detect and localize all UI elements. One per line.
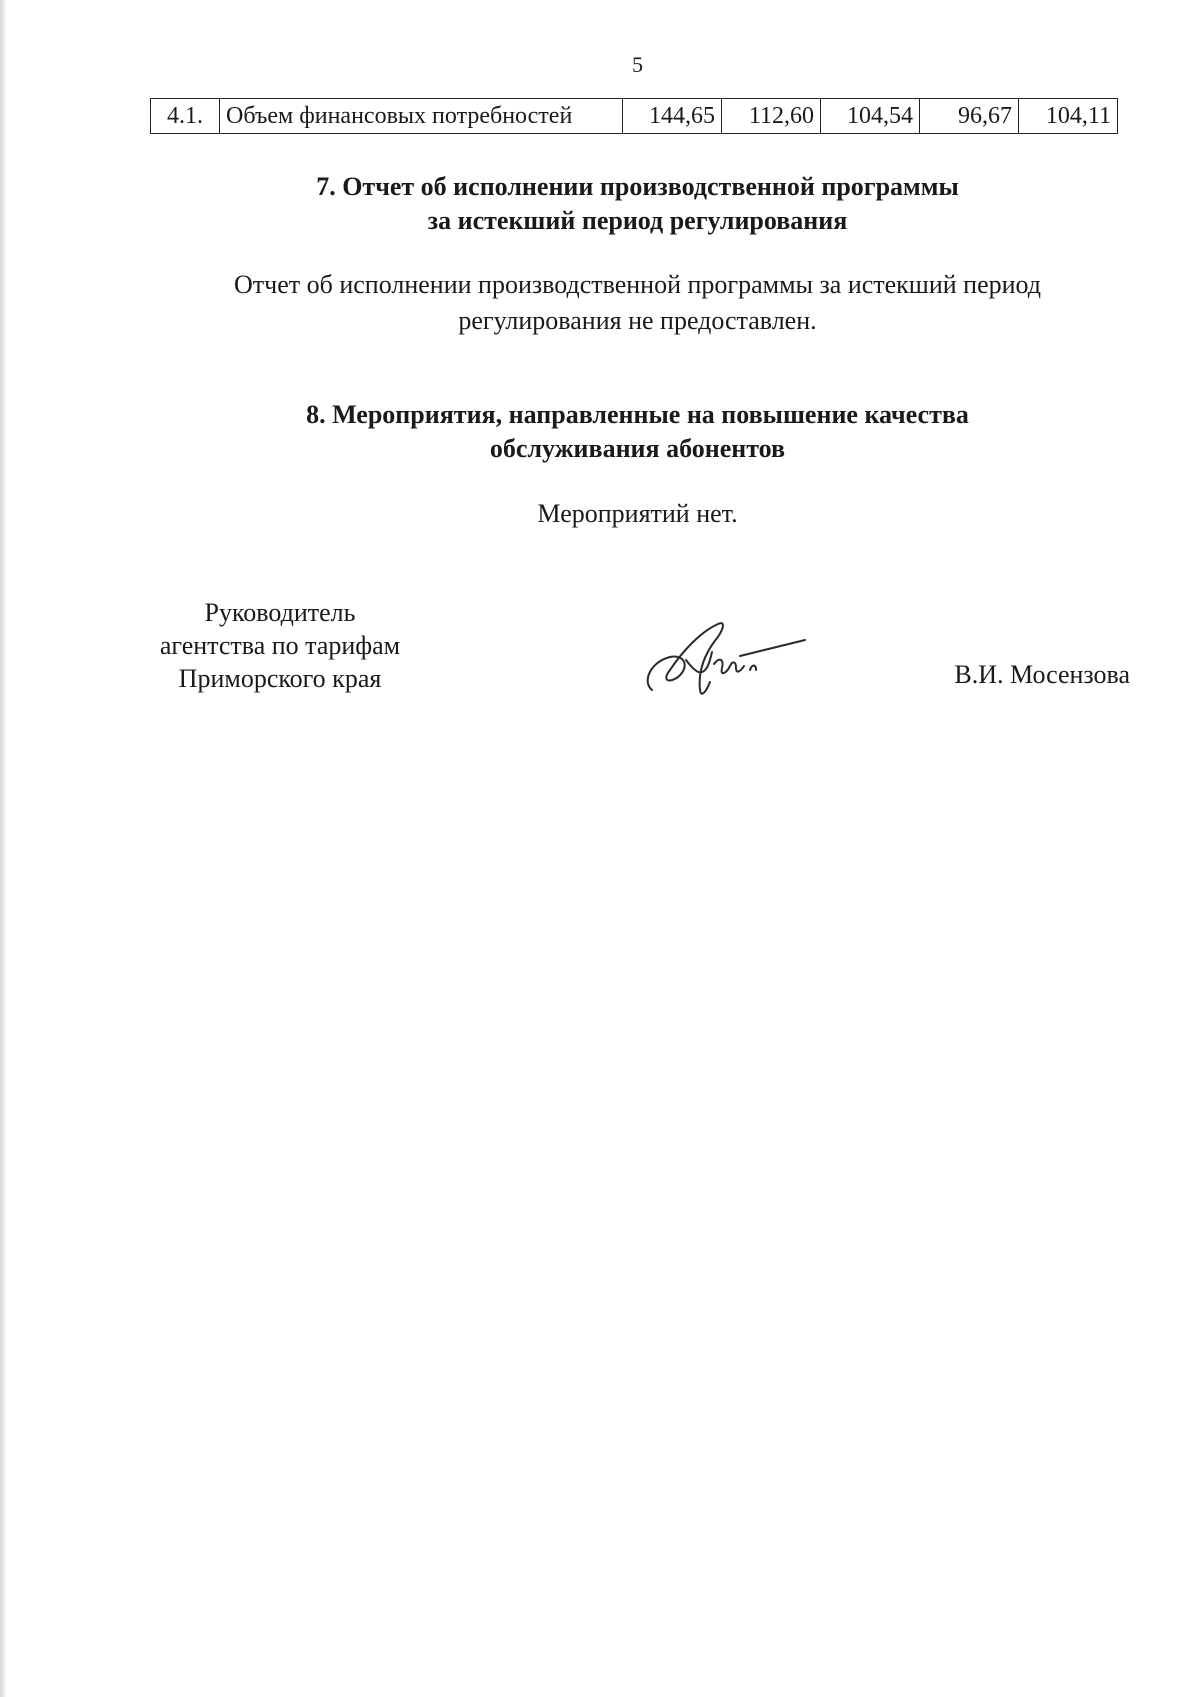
signer-position	[130, 596, 430, 695]
table-cell: 104,11	[1019, 99, 1118, 134]
signer-position-line2: агентства по тарифам	[159, 631, 401, 660]
table-cell: 144,65	[623, 99, 722, 134]
table-cell: 104,54	[821, 99, 920, 134]
page-number: 5	[632, 52, 643, 77]
section7-title-line1: 7. Отчет об исполнении производственной программы	[316, 172, 959, 201]
section7-text-line2: регулирования не предоставлен.	[458, 306, 817, 335]
row-number: 4.1.	[151, 99, 220, 134]
signer-position-line1: Руководитель	[204, 598, 356, 627]
section8-title-line1: 8. Мероприятия, направленные на повышение качества	[306, 400, 969, 429]
section8-title-line2: обслуживания абонентов	[489, 434, 786, 463]
section7-text	[0, 267, 1200, 339]
handwritten-signature	[640, 612, 810, 707]
section7-title	[0, 170, 1200, 238]
financial-table	[150, 98, 1118, 134]
table-cell: 112,60	[722, 99, 821, 134]
signer-name: В.И. Мосензова	[954, 660, 1130, 689]
section7-title-line2: за истекший период регулирования	[427, 206, 848, 235]
row-name: Объем финансовых потребностей	[220, 99, 623, 134]
table-row	[151, 99, 1118, 134]
table-cell: 96,67	[920, 99, 1019, 134]
section8-title	[0, 398, 1200, 466]
section7-text-line1: Отчет об исполнении производственной программы за истекший период	[233, 270, 1041, 299]
scan-edge	[0, 0, 7, 1697]
section8-text: Мероприятий нет.	[537, 499, 738, 528]
signer-position-line3: Приморского края	[178, 664, 382, 693]
